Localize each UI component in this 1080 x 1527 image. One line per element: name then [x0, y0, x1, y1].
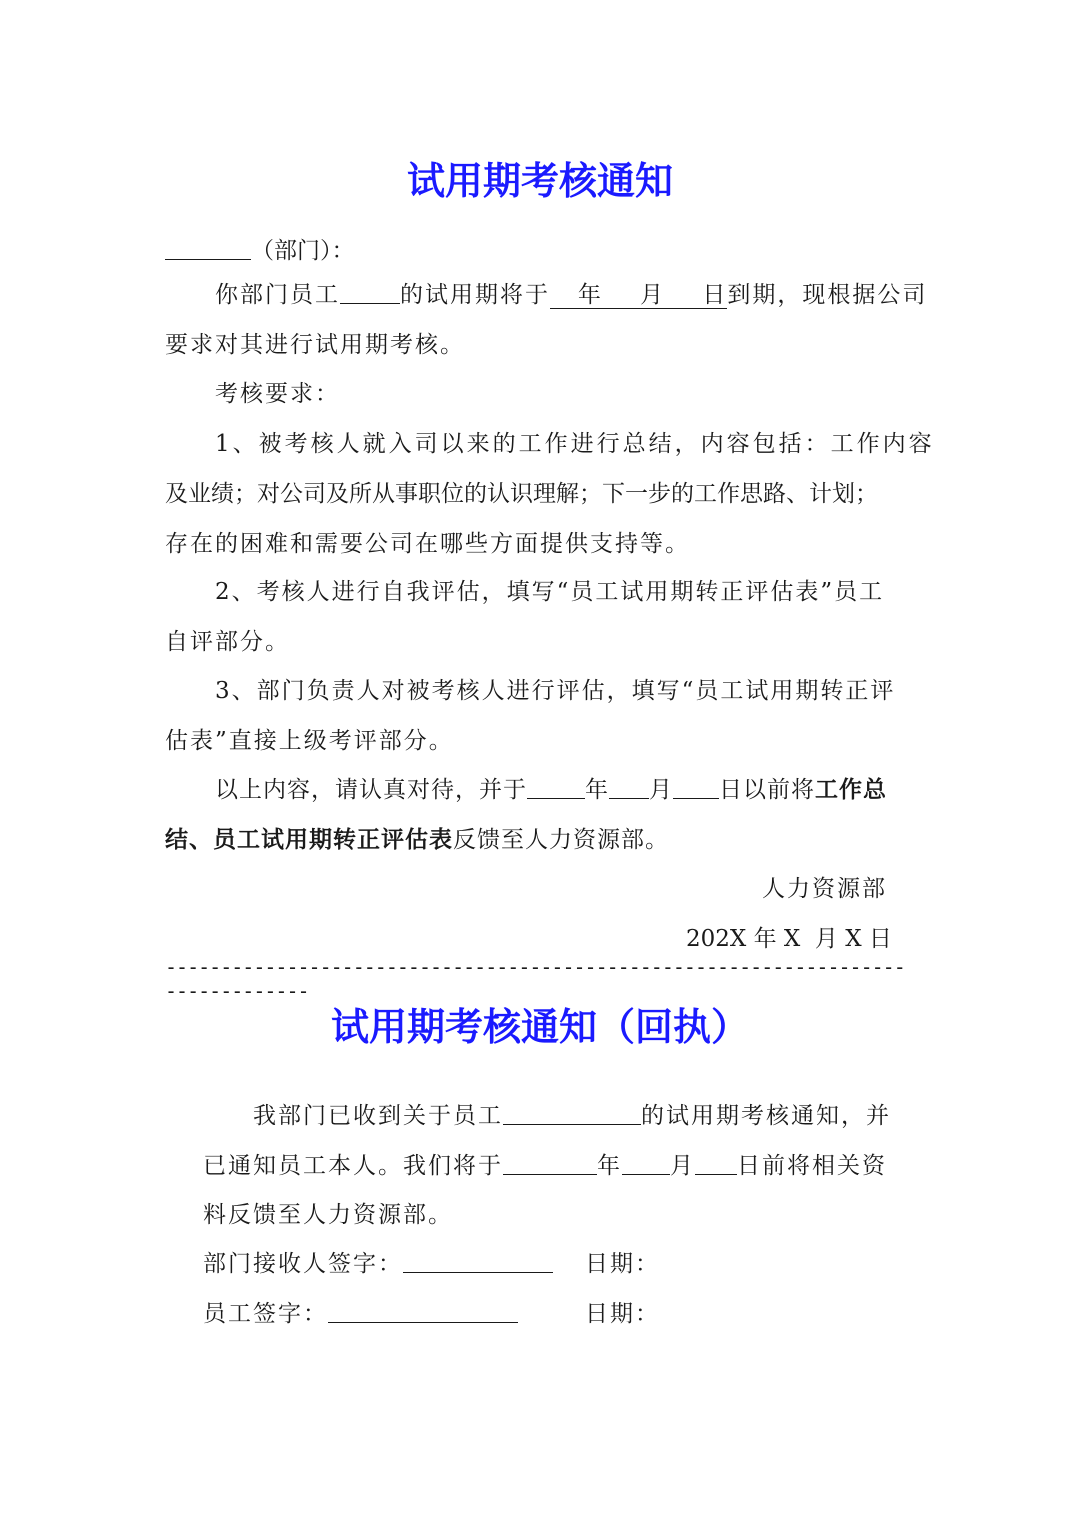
requirements-heading: 考核要求：: [215, 381, 340, 407]
emp-sign-label: 员工签字：: [203, 1301, 328, 1327]
p1-text-c: 到期，现根据公司: [727, 282, 928, 308]
receipt-month-blank[interactable]: [622, 1150, 670, 1175]
cut-divider: --------------------------------------------------------------------------------: [165, 955, 905, 1003]
item-3-line-2: 估表”直接上级考评部分。: [165, 728, 454, 754]
p1-text-b: 的试用期将于: [400, 282, 550, 308]
para-1-line-2: 要求对其进行试用期考核。: [165, 332, 465, 358]
item-3-line-1: 3、部门负责人对被考核人进行评估，填写“员工试用期转正评: [215, 678, 896, 704]
notice-title: 试用期考核通知: [406, 159, 673, 203]
receipt-l1-text-a: 我部门已收到关于员工: [253, 1103, 503, 1129]
receipt-employee-blank[interactable]: [503, 1100, 641, 1125]
item-1-line-2: 及业绩；对公司及所从事职位的认识理解；下一步的工作思路、计划；: [165, 481, 878, 507]
closing-line-2: [165, 821, 669, 854]
dept-blank[interactable]: [165, 235, 251, 260]
receipt-l1-text-b: 的试用期考核通知，并: [641, 1103, 891, 1129]
closing-line-1: [215, 771, 887, 804]
employee-signature-field[interactable]: [328, 1298, 518, 1323]
deadline-month-blank[interactable]: [609, 774, 649, 799]
item-2-line-1: 2、考核人进行自我评估，填写“员工试用期转正评估表”员工: [215, 579, 885, 605]
receipt-year-blank[interactable]: [503, 1150, 597, 1175]
item-2-line-2: 自评部分。: [165, 629, 290, 655]
dept-suffix: （部门）：: [251, 238, 355, 264]
receipt-year-label: 年: [597, 1153, 622, 1179]
notice-date: 202X 年 X 月 X 日: [686, 926, 892, 952]
date-label-2: 日期：: [585, 1301, 660, 1327]
dept-signature-field[interactable]: [403, 1248, 553, 1273]
para-1-line-1: [215, 276, 927, 309]
expiry-date-blank[interactable]: 年 月 日: [550, 282, 728, 308]
receipt-l2-text-a: 已通知员工本人。我们将于: [203, 1153, 503, 1179]
date-label-1: 日期：: [585, 1251, 660, 1277]
item-1-line-3: 存在的困难和需要公司在哪些方面提供支持等。: [165, 531, 690, 557]
receipt-month-label: 月: [670, 1153, 695, 1179]
closing-end: 反馈至人力资源部。: [453, 827, 669, 853]
item-1-line-1: 1、被考核人就入司以来的工作进行总结，内容包括：工作内容: [215, 431, 935, 457]
dept-line: [165, 232, 355, 265]
closing-day-label: 日以前将: [719, 777, 815, 803]
employee-blank[interactable]: [340, 279, 400, 304]
signer: 人力资源部: [762, 876, 887, 902]
dept-sign-label: 部门接收人签字：: [203, 1251, 403, 1277]
receipt-line-1: [253, 1097, 891, 1130]
receipt-l2-end: 日前将相关资: [737, 1153, 887, 1179]
closing-year-label: 年: [585, 777, 609, 803]
closing-bold-2: 结、员工试用期转正评估表: [165, 826, 453, 853]
receipt-title: 试用期考核通知（回执）: [330, 1005, 749, 1049]
receipt-line-2: [203, 1147, 887, 1180]
closing-text-a: 以上内容，请认真对待，并于: [215, 777, 527, 803]
receipt-day-blank[interactable]: [695, 1150, 737, 1175]
employee-signature-row: [203, 1295, 518, 1328]
p1-text-a: 你部门员工: [215, 282, 340, 308]
receipt-line-3: 料反馈至人力资源部。: [203, 1202, 453, 1228]
deadline-year-blank[interactable]: [527, 774, 585, 799]
closing-bold-1: 工作总: [815, 776, 887, 803]
deadline-day-blank[interactable]: [673, 774, 719, 799]
dept-signature-row: [203, 1245, 553, 1278]
closing-month-label: 月: [649, 777, 673, 803]
